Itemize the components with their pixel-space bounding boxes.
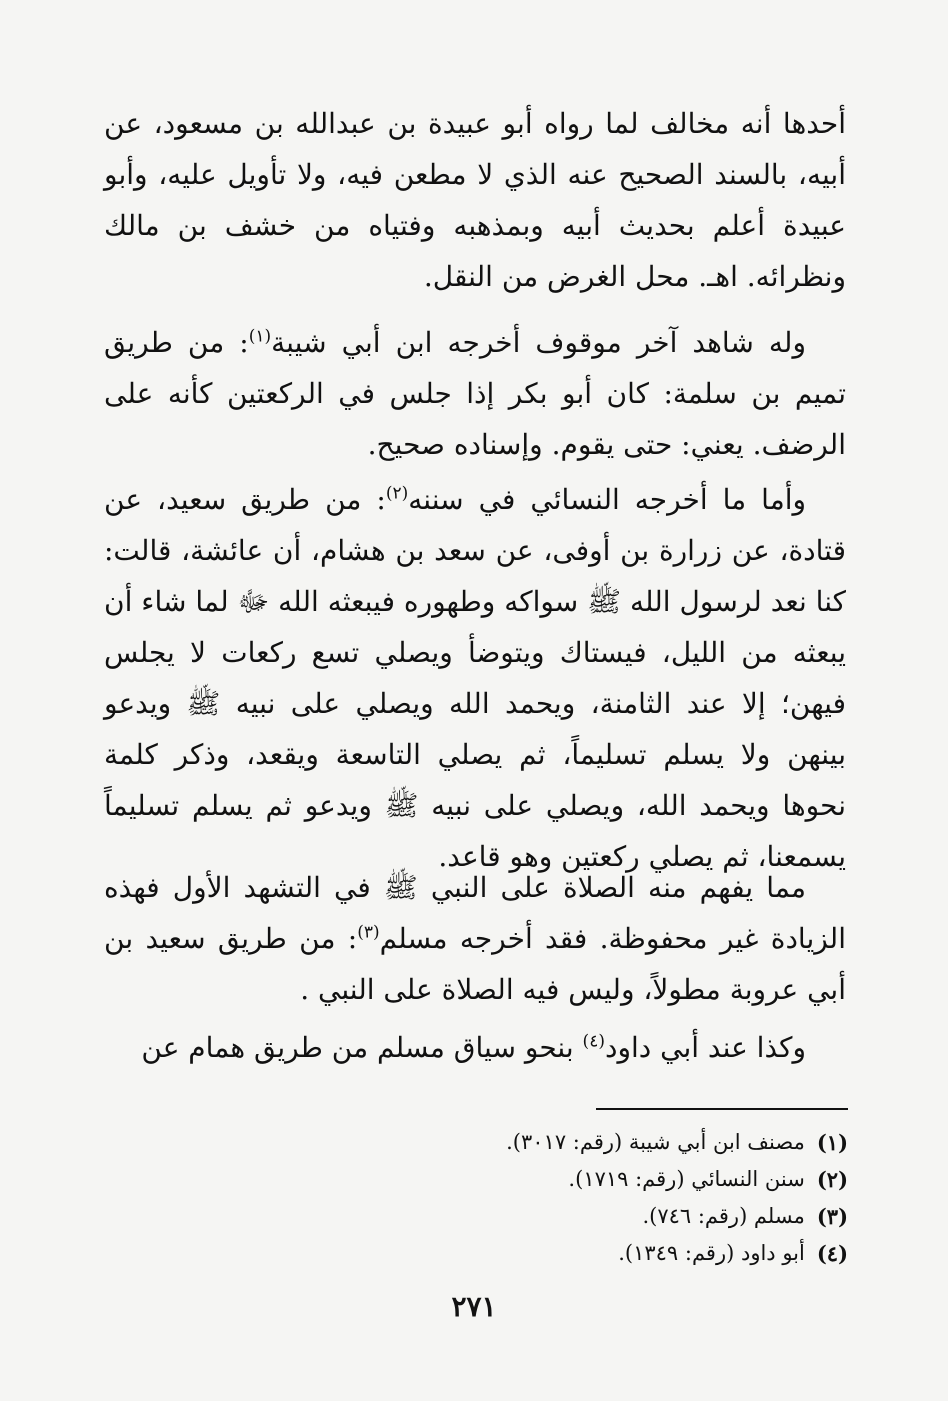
footnote-text: سنن النسائي (رقم: ١٧١٩). xyxy=(568,1167,805,1191)
footnote-ref-2: (٢) xyxy=(385,483,409,504)
footnotes xyxy=(400,1124,848,1272)
footnote-number: (٢) xyxy=(816,1167,848,1192)
footnote-separator xyxy=(596,1108,848,1110)
footnote-item xyxy=(400,1124,848,1161)
paragraph-2-text-a: وله شاهد آخر موقوف أخرجه ابن أبي شيبة xyxy=(271,326,806,359)
footnote-number: (٤) xyxy=(816,1241,848,1266)
footnote-ref-4: (٤) xyxy=(582,1031,605,1052)
paragraph-4-text-a: مما يفهم منه الصلاة على النبي ﷺ في التشهد الأول فهذه الزيادة غير محفوظة. فقد أخرجه مسلم xyxy=(104,871,846,955)
paragraph-3-text-a: وأما ما أخرجه النسائي في سننه xyxy=(408,483,806,516)
footnote-number: (٣) xyxy=(816,1204,848,1229)
footnote-item xyxy=(400,1161,848,1198)
paragraph-1-text: أحدها أنه مخالف لما رواه أبو عبيدة بن عبدالله بن مسعود، عن أبيه، بالسند الصحيح عنه الذي لا مطعن فيه، ولا تأويل عليه، وأبو عبيدة أعلم بحديث أبيه وبمذهبه وفتياه من خشف بن مالك ونظرائه. اهـ. محل الغرض من النقل. xyxy=(104,107,846,293)
footnote-text: مسلم (رقم: ٧٤٦). xyxy=(642,1204,805,1228)
footnote-item xyxy=(400,1198,848,1235)
paragraph-4-text-b: : من طريق سعيد بن أبي عروبة مطولاً، وليس فيه الصلاة على النبي . xyxy=(104,922,846,1006)
paragraph-5-text-a: وكذا عند أبي داود xyxy=(604,1031,806,1064)
paragraph-2 xyxy=(104,317,846,470)
footnote-ref-3: (٣) xyxy=(357,922,380,943)
footnote-text: مصنف ابن أبي شيبة (رقم: ٣٠١٧). xyxy=(506,1130,805,1154)
footnote-ref-1: (١) xyxy=(248,326,272,347)
paragraph-1 xyxy=(104,98,846,302)
footnote-text: أبو داود (رقم: ١٣٤٩). xyxy=(618,1241,805,1265)
footnote-item xyxy=(400,1235,848,1272)
paragraph-4 xyxy=(104,862,846,1015)
page-number: ٢٧١ xyxy=(451,1290,497,1323)
paragraph-3 xyxy=(104,474,846,882)
paragraph-5-text-b: بنحو سياق مسلم من طريق همام عن xyxy=(141,1031,583,1064)
paragraph-2-text-b: : من طريق تميم بن سلمة: كان أبو بكر إذا جلس في الركعتين كأنه على الرضف. يعني: حتى يقوم. وإسناده صحيح. xyxy=(104,326,847,461)
paragraph-3-text-b: : من طريق سعيد، عن قتادة، عن زرارة بن أوفى، عن سعد بن هشام، أن عائشة، قالت: كنا نعد لرسول الله ﷺ سواكه وطهوره فيبعثه الله ﷻ لما شاء أن يبعثه من الليل، فيستاك ويتوضأ ويصلي تسع ركعات لا يجلس فيهن؛ إلا عند الثامنة، ويحمد الله ويصلي على نبيه ﷺ ويدعو بينهن ولا يسلم تسليماً، ثم يصلي التاسعة ويقعد، وذكر كلمة نحوها ويحمد الله، ويصلي على نبيه ﷺ ويدعو ثم يسلم تسليماً يسمعنا، ثم يصلي ركعتين وهو قاعد. xyxy=(104,483,846,873)
footnote-number: (١) xyxy=(816,1130,848,1155)
paragraph-5 xyxy=(104,1022,846,1073)
